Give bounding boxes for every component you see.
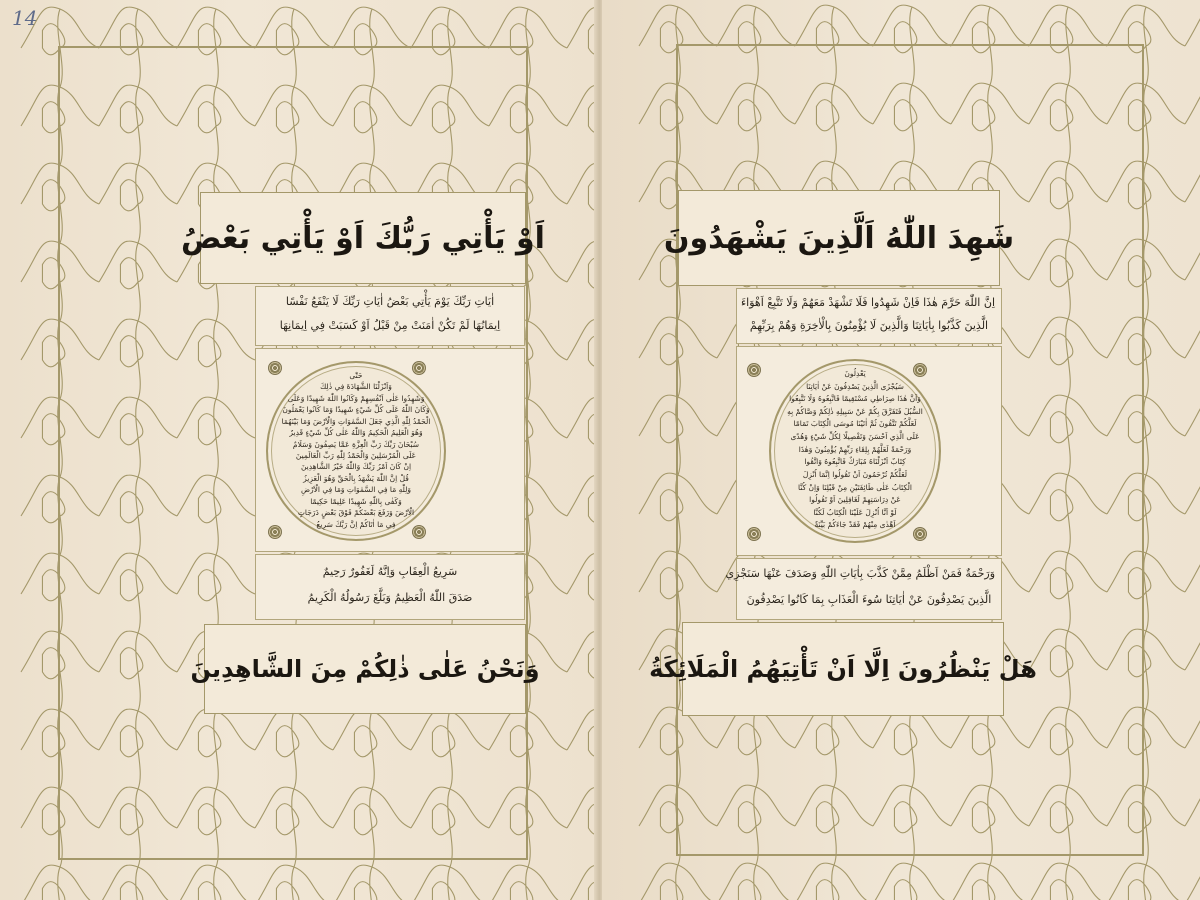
- right-upper-line-2: الَّذِينَ كَذَّبُوا بِاٰيَاتِنَا وَالَّذِينَ لَا يُؤْمِنُونَ بِالْاٰخِرَةِ وَهُمْ بِرَبِّهِمْ: [749, 319, 989, 332]
- left-upper-line-2: اِيمَانُهَا لَمْ تَكُنْ اٰمَنَتْ مِنْ قَبْلُ اَوْ كَسَبَتْ فِي اِيمَانِهَا: [279, 319, 501, 332]
- arabesque-motif: [489, 865, 567, 900]
- arabesque-motif: [177, 709, 255, 789]
- arabesque-motif: [333, 7, 411, 87]
- right-page: [602, 0, 1200, 900]
- medallion-text-line: فِي مَا اٰتَاكُمْ اِنَّ رَبَّكَ سَرِيعُ: [316, 519, 396, 529]
- arabesque-motif: [717, 785, 795, 865]
- arabesque-motif: [411, 787, 489, 867]
- arabesque-motif: [489, 7, 567, 87]
- arabesque-motif: [21, 319, 99, 399]
- arabesque-motif: [21, 865, 99, 900]
- arabesque-motif: [99, 787, 177, 867]
- arabesque-motif: [21, 553, 99, 633]
- arabesque-motif: [21, 475, 99, 555]
- arabesque-motif: [99, 709, 177, 789]
- arabesque-motif: [255, 85, 333, 165]
- arabesque-motif: [1029, 83, 1107, 163]
- arabesque-motif: [873, 83, 951, 163]
- arabesque-motif: [99, 319, 177, 399]
- right-top-title-panel: [663, 190, 1015, 286]
- medallion-text-line: وَلِلّٰهِ مَا فِي السَّمٰوَاتِ وَمَا فِي الْاَرْضِ: [300, 485, 412, 495]
- arabesque-motif: [795, 5, 873, 85]
- arabesque-motif: [1029, 473, 1107, 553]
- arabesque-motif: [1185, 5, 1200, 85]
- arabesque-motif: [1029, 239, 1107, 319]
- arabesque-motif: [99, 85, 177, 165]
- arabesque-motif: [1185, 473, 1200, 553]
- left-top-title-panel: [181, 192, 545, 284]
- arabesque-motif: [1107, 707, 1185, 787]
- arabesque-motif: [177, 85, 255, 165]
- medallion-text-line: وَكَانَ اللّٰهُ عَلَى كُلِّ شَيْءٍ شَهِيدًا وَمَا كَانُوا يَعْمَلُونَ: [282, 405, 430, 415]
- arabesque-motif: [177, 865, 255, 900]
- arabesque-motif: [639, 395, 717, 475]
- arabesque-motif: [795, 863, 873, 900]
- arabesque-motif: [1107, 551, 1185, 631]
- medallion-text-line: وَهُوَ الْعَلِيمُ الْحَكِيمُ وَاللّٰهُ عَلٰى كُلِّ شَيْءٍ قَدِيرٌ: [289, 428, 423, 438]
- left-lower-line-2: صَدَقَ اللّٰهُ الْعَظِيمُ وَبَلَّغَ رَسُولُهُ الْكَرِيمُ: [307, 591, 473, 604]
- left-bottom-title: وَنَحْنُ عَلٰى ذٰلِكُمْ مِنَ الشَّاهِدِينَ: [190, 655, 540, 683]
- arabesque-motif: [1107, 395, 1185, 475]
- arabesque-motif: [639, 317, 717, 397]
- arabesque-motif: [21, 709, 99, 789]
- right-bottom-title: هَلْ يَنْظُرُونَ اِلَّا اَنْ تَأْتِيَهُمُ الْمَلَائِكَةُ: [649, 655, 1037, 683]
- medallion-text-line: قُلْ اِنَّ اللّٰهَ يَشْهَدُ بِالْحَقِّ وَهُوَ الْعَزِيزُ: [303, 473, 409, 483]
- left-lower-line-1: سَرِيعُ الْعِقَابِ وَاِنَّهُ لَغَفُورٌ رَحِيمٌ: [322, 565, 458, 578]
- arabesque-motif: [717, 5, 795, 85]
- arabesque-motif: [639, 551, 717, 631]
- arabesque-motif: [1029, 785, 1107, 865]
- left-lower-text-panel: [255, 554, 525, 620]
- arabesque-motif: [177, 787, 255, 867]
- arabesque-motif: [99, 7, 177, 87]
- arabesque-motif: [99, 163, 177, 243]
- arabesque-motif: [1185, 551, 1200, 631]
- arabesque-motif: [639, 5, 717, 85]
- arabesque-motif: [1107, 161, 1185, 241]
- medallion-text-line: وَكَفٰى بِاللّٰهِ شَهِيدًا عَلِيمًا حَكِيمًا: [310, 496, 402, 506]
- left-upper-line-1: اٰيَاتِ رَبِّكَ يَوْمَ يَأْتِي بَعْضُ اٰيَاتِ رَبِّكَ لَا يَنْفَعُ نَفْسًا: [285, 295, 495, 308]
- arabesque-motif: [639, 473, 717, 553]
- medallion-text-line: سُبْحَانَ رَبِّكَ رَبِّ الْعِزَّةِ عَمَّا يَصِفُونَ وَسَلَامٌ: [292, 439, 420, 449]
- arabesque-motif: [99, 553, 177, 633]
- arabesque-motif: [1185, 863, 1200, 900]
- arabesque-motif: [411, 7, 489, 87]
- arabesque-motif: [1107, 473, 1185, 553]
- arabesque-motif: [411, 709, 489, 789]
- arabesque-motif: [1029, 395, 1107, 475]
- medallion-text-line: عَنْ دِرَاسَتِهِمْ لَغَافِلِينَ اَوْ تَقُولُوا: [809, 495, 901, 505]
- arabesque-motif: [1029, 551, 1107, 631]
- arabesque-motif: [333, 787, 411, 867]
- arabesque-motif: [1107, 317, 1185, 397]
- arabesque-motif: [177, 475, 255, 555]
- right-circular-medallion: [769, 359, 941, 543]
- arabesque-motif: [1107, 629, 1185, 709]
- arabesque-motif: [639, 863, 717, 900]
- arabesque-motif: [639, 83, 717, 163]
- arabesque-motif: [951, 785, 1029, 865]
- right-upper-text-panel: [736, 288, 1002, 344]
- arabesque-motif: [639, 707, 717, 787]
- left-bottom-title-panel: [190, 624, 540, 714]
- arabesque-motif: [255, 709, 333, 789]
- arabesque-motif: [1185, 785, 1200, 865]
- medallion-text-line: الْحَمْدُ لِلّٰهِ الَّذِي جَعَلَ السَّمٰوَاتِ وَالْاَرْضَ وَمَا بَيْنَهُمَا: [281, 416, 431, 426]
- arabesque-motif: [333, 865, 411, 900]
- arabesque-motif: [717, 707, 795, 787]
- right-medallion-panel: [736, 346, 1002, 556]
- arabesque-motif: [873, 785, 951, 865]
- arabesque-motif: [951, 707, 1029, 787]
- arabesque-motif: [21, 787, 99, 867]
- medallion-text-line: عَلَى الْمُرْسَلِينَ وَالْحَمْدُ لِلّٰهِ رَبِّ الْعَالَمِينَ: [295, 451, 417, 460]
- medallion-text-line: حَتّٰى: [349, 371, 363, 380]
- folio-number: 14: [12, 6, 38, 30]
- medallion-text-line: الْاَرْضَ وَرَفَعَ بَعْضَكُمْ فَوْقَ بَعْضٍ دَرَجَاتٍ: [297, 508, 415, 518]
- arabesque-motif: [1107, 83, 1185, 163]
- medallion-text-line: وَرَحْمَةً لَعَلَّهُمْ بِلِقَاءِ رَبِّهِمْ يُؤْمِنُونَ وَهٰذَا: [798, 444, 912, 454]
- arabesque-motif: [21, 241, 99, 321]
- medallion-text-line: وَاَنَّ هٰذَا صِرَاطِي مُسْتَقِيمًا فَاتَّبِعُوهُ وَلَا تَتَّبِعُوا: [789, 394, 921, 404]
- arabesque-motif: [717, 863, 795, 900]
- right-lower-line-2: الَّذِينَ يَصْدِفُونَ عَنْ اٰيَاتِنَا سُوءَ الْعَذَابِ بِمَا كَانُوا يَصْدِفُونَ: [746, 593, 992, 606]
- arabesque-motif: [333, 709, 411, 789]
- arabesque-motif: [177, 7, 255, 87]
- right-bottom-title-panel: [649, 622, 1037, 716]
- arabesque-motif: [1185, 629, 1200, 709]
- arabesque-motif: [1107, 5, 1185, 85]
- medallion-text-line: وَشَهِدُوا عَلٰى اَنْفُسِهِمْ وَكَانُوا اللّٰهَ شَهِيدًا وَعَلَى: [287, 393, 425, 403]
- right-upper-line-1: اِنَّ اللّٰهَ حَرَّمَ هٰذَا فَاِنْ شَهِدُوا فَلَا تَشْهَدْ مَعَهُمْ وَلَا تَتَّبِعْ اَهْوَاءَ: [740, 296, 995, 309]
- medallion-text-line: لَعَلَّكُمْ تَتَّقُونَ ثُمَّ اٰتَيْنَا مُوسَى الْكِتَابَ تَمَامًا: [793, 419, 917, 429]
- medallion-text-line: عَلَى الَّذِي اَحْسَنَ وَتَفْصِيلًا لِكُلِّ شَيْءٍ وَهُدًى: [790, 432, 920, 442]
- arabesque-motif: [795, 785, 873, 865]
- medallion-text-line: لَوْ اَنَّا اُنْزِلَ عَلَيْنَا الْكِتَابُ لَكُنَّا: [813, 507, 897, 517]
- arabesque-motif: [21, 631, 99, 711]
- arabesque-motif: [411, 85, 489, 165]
- arabesque-motif: [1185, 83, 1200, 163]
- arabesque-motif: [21, 397, 99, 477]
- rosette-ornament: [747, 527, 761, 541]
- arabesque-motif: [639, 785, 717, 865]
- arabesque-motif: [99, 865, 177, 900]
- arabesque-motif: [489, 85, 567, 165]
- medallion-text-line: كِتَابٌ اَنْزَلْنَاهُ مُبَارَكٌ فَاتَّبِعُوهُ وَاتَّقُوا: [804, 457, 906, 467]
- left-upper-text-panel: [255, 286, 525, 346]
- medallion-text-line: السُّبُلَ فَتَفَرَّقَ بِكُمْ عَنْ سَبِيلِهِ ذٰلِكُمْ وَصَّاكُمْ بِهِ: [787, 406, 923, 416]
- arabesque-motif: [873, 5, 951, 85]
- arabesque-motif: [1185, 161, 1200, 241]
- arabesque-motif: [99, 397, 177, 477]
- left-medallion-panel: [255, 348, 525, 552]
- arabesque-motif: [411, 865, 489, 900]
- medallion-text-line: سَيُجْزَى الَّذِينَ يَصْدِفُونَ عَنْ اٰيَاتِنَا: [806, 381, 904, 391]
- right-lower-line-1: وَرَحْمَةٌ فَمَنْ اَظْلَمُ مِمَّنْ كَذَّبَ بِاٰيَاتِ اللّٰهِ وَصَدَفَ عَنْهَا سَنَجْزِي: [725, 567, 995, 580]
- arabesque-motif: [951, 863, 1029, 900]
- arabesque-motif: [1029, 863, 1107, 900]
- medallion-text-line: الْكِتَابُ عَلٰى طَائِفَتَيْنِ مِنْ قَبْلِنَا وَاِنْ كُنَّا: [798, 482, 912, 492]
- arabesque-motif: [1029, 317, 1107, 397]
- arabesque-motif: [1029, 161, 1107, 241]
- arabesque-motif: [717, 83, 795, 163]
- arabesque-motif: [951, 5, 1029, 85]
- arabesque-motif: [489, 709, 567, 789]
- arabesque-motif: [1107, 863, 1185, 900]
- medallion-text-line: لَعَلَّكُمْ تُرْحَمُونَ اَنْ تَقُولُوا اِنَّمَا اُنْزِلَ: [802, 469, 908, 479]
- arabesque-motif: [1029, 5, 1107, 85]
- arabesque-motif: [177, 397, 255, 477]
- arabesque-motif: [1107, 785, 1185, 865]
- medallion-text-line: وَاَنْزَلْنَا الشَّهَادَةَ فِي ذٰلِكَ: [320, 382, 392, 392]
- arabesque-motif: [255, 865, 333, 900]
- arabesque-motif: [951, 83, 1029, 163]
- arabesque-motif: [177, 319, 255, 399]
- arabesque-motif: [1107, 239, 1185, 319]
- left-page: [0, 0, 598, 900]
- arabesque-motif: [1185, 395, 1200, 475]
- arabesque-motif: [1185, 707, 1200, 787]
- arabesque-motif: [1029, 707, 1107, 787]
- arabesque-motif: [177, 553, 255, 633]
- arabesque-motif: [255, 787, 333, 867]
- arabesque-motif: [333, 85, 411, 165]
- left-top-title: اَوْ يَأْتِي رَبُّكَ اَوْ يَأْتِي بَعْضُ: [181, 220, 545, 256]
- arabesque-motif: [1185, 317, 1200, 397]
- arabesque-motif: [99, 475, 177, 555]
- arabesque-motif: [1029, 629, 1107, 709]
- arabesque-motif: [873, 863, 951, 900]
- rosette-ornament: [747, 363, 761, 377]
- medallion-text-line: يَعْدِلُونَ: [844, 369, 866, 378]
- arabesque-motif: [255, 7, 333, 87]
- medallion-text-line: اِنْ كَانَ اَمْرُ رَبِّكَ وَاللّٰهُ خَيْرُ الشَّاهِدِينَ: [300, 462, 412, 472]
- arabesque-motif: [99, 241, 177, 321]
- right-lower-text-panel: [725, 558, 1002, 620]
- arabesque-motif: [1185, 239, 1200, 319]
- right-top-title: شَهِدَ اللّٰهُ اَلَّذِينَ يَشْهَدُونَ: [663, 220, 1015, 256]
- arabesque-motif: [21, 163, 99, 243]
- arabesque-motif: [21, 85, 99, 165]
- arabesque-motif: [795, 707, 873, 787]
- arabesque-motif: [99, 631, 177, 711]
- arabesque-motif: [873, 707, 951, 787]
- arabesque-motif: [795, 83, 873, 163]
- medallion-text-line: اَهْدٰى مِنْهُمْ فَقَدْ جَاءَكُمْ بَيِّنَةٌ: [814, 520, 896, 530]
- arabesque-motif: [489, 787, 567, 867]
- left-circular-medallion: [266, 361, 446, 541]
